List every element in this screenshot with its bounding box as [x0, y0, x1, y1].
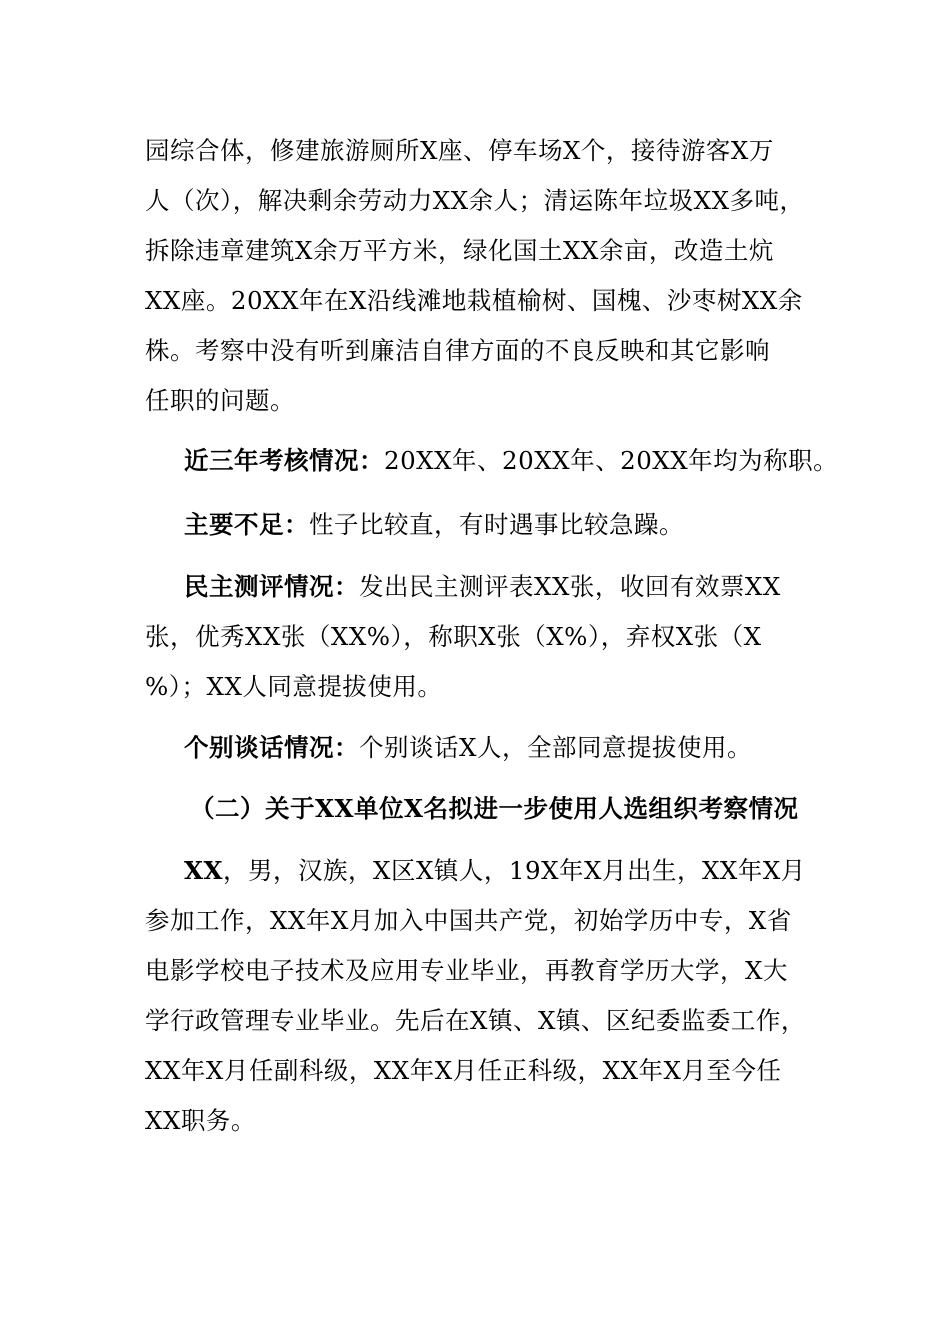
profile-text: ，男，汉族，X区X镇人，19X年X月出生，XX年X月 — [223, 856, 806, 885]
profile-paragraph — [184, 854, 864, 888]
paragraph-line: 学行政管理专业毕业。先后在X镇、X镇、区纪委监委工作， — [145, 1006, 806, 1035]
interview-text: 个别谈话X人，全部同意提拔使用。 — [359, 733, 752, 762]
profile-name: XX — [184, 856, 224, 885]
democratic-eval-text: 发出民主测评表XX张，收回有效票XX — [359, 572, 781, 601]
assessment-label: 近三年考核情况： — [184, 446, 384, 475]
shortcomings-label: 主要不足： — [184, 510, 309, 539]
paragraph-line: 参加工作，XX年X月加入中国共产党，初始学历中专，X省 — [145, 906, 792, 935]
democratic-eval-label: 民主测评情况： — [184, 572, 359, 601]
paragraph-line: %）；XX人同意提拔使用。 — [145, 672, 443, 701]
interview-label: 个别谈话情况： — [184, 733, 359, 762]
paragraph-line: 人（次），解决剩余劳动力XX余人；清运陈年垃圾XX多吨， — [145, 186, 805, 215]
democratic-eval-paragraph — [184, 570, 864, 604]
section-heading: （二）关于XX单位X名拟进一步使用人选组织考察情况 — [190, 794, 799, 823]
paragraph-line: 电影学校电子技术及应用专业毕业，再教育学历大学，X大 — [145, 956, 788, 985]
paragraph-line: 拆除违章建筑X余万平方米，绿化国土XX余亩，改造土炕 — [145, 236, 774, 265]
assessment-paragraph — [184, 444, 864, 478]
paragraph-line: 任职的问题。 — [145, 386, 295, 415]
assessment-text: 20XX年、20XX年、20XX年均为称职。 — [384, 446, 839, 475]
paragraph-line: 园综合体，修建旅游厕所X座、停车场X个，接待游客X万 — [145, 136, 774, 165]
paragraph-line: XX座。20XX年在X沿线滩地栽植榆树、国槐、沙枣树XX余 — [145, 286, 803, 315]
shortcomings-text: 性子比较直，有时遇事比较急躁。 — [309, 510, 684, 539]
shortcomings-paragraph — [184, 508, 864, 542]
interview-paragraph — [184, 731, 864, 765]
paragraph-line: 株。考察中没有听到廉洁自律方面的不良反映和其它影响 — [145, 336, 770, 365]
paragraph-line: XX职务。 — [145, 1106, 256, 1135]
paragraph-line: 张，优秀XX张（XX%），称职X张（X%），弃权X张（X — [145, 622, 762, 651]
paragraph-line: XX年X月任副科级，XX年X月任正科级，XX年X月至今任 — [145, 1056, 782, 1085]
